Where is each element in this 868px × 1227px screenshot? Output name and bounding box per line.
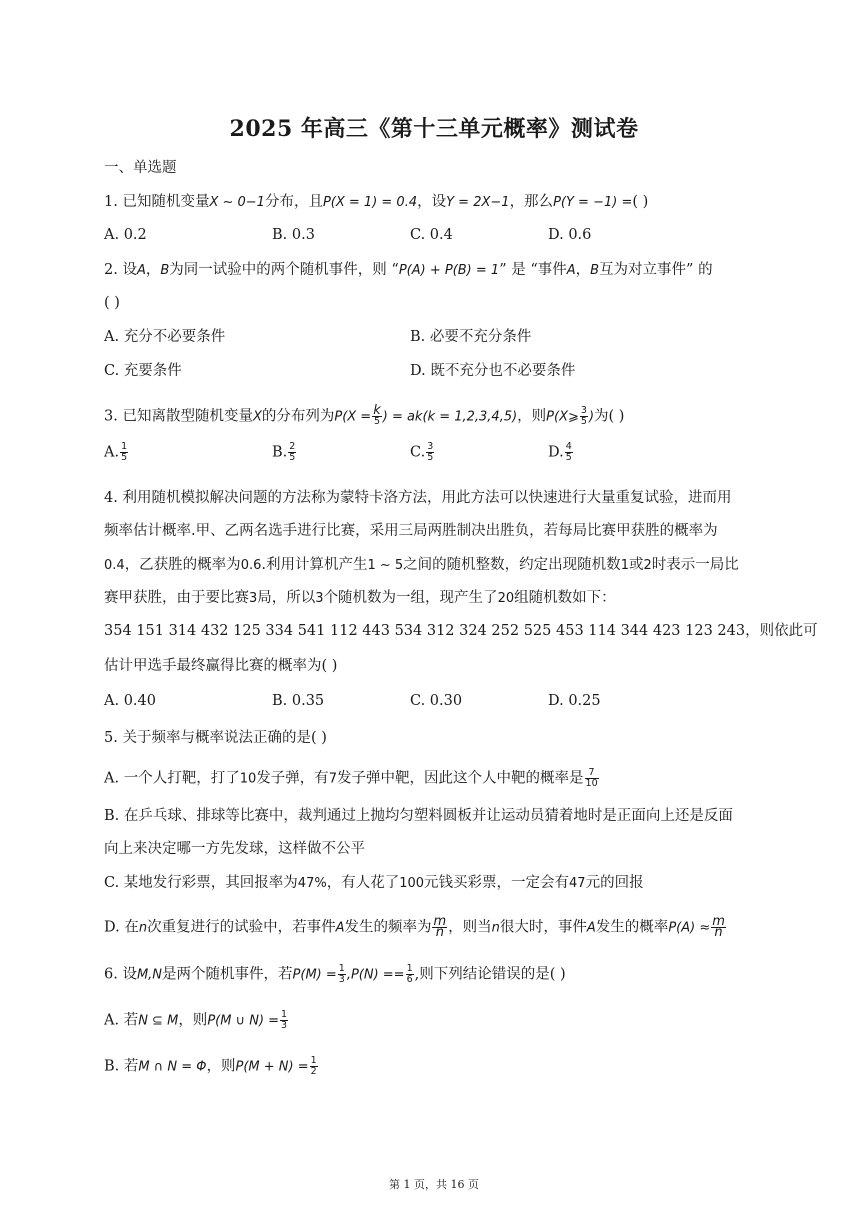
q2-option-d: D. 既不充分也不必要条件 — [410, 363, 576, 379]
q6-option-a: A. 若N ⊆ M，则P(M ∪ N) = $\frac{1}{3}$ — [104, 1009, 288, 1031]
question-3: 3. 已知离散型随机变量X的分布列为P(X = $\frac{k}{5}$ ) = ak(k = 1,2,3,4,5)，则P(X⩾ $\frac{3}{5}$ )为( ) — [104, 403, 625, 427]
q4-option-d: D. 0.25 — [548, 693, 601, 709]
q2-option-c: C. 充要条件 — [104, 363, 182, 379]
q5-option-b-line-2: 向上来决定哪一方先发球，这样做不公平 — [104, 841, 365, 857]
question-6: 6. 设M,N是两个随机事件，若P(M) = $\frac{1}{3}$ ,P(N) == $\frac{1}{6}$ ,则下列结论错误的是( ) — [104, 963, 566, 985]
question-4-line-6: 估计甲选手最终赢得比赛的概率为( ) — [104, 658, 338, 674]
q3-option-a: A. $\frac{1}{5}$ — [104, 441, 128, 463]
q1-option-a: A. 0.2 — [104, 227, 147, 243]
question-4-line-2: 频率估计概率.甲、乙两名选手进行比赛，采用三局两胜制决出胜负，若每局比赛甲获胜的概率为 — [104, 523, 718, 539]
q1-option-b: B. 0.3 — [272, 227, 315, 243]
question-5: 5. 关于频率与概率说法正确的是( ) — [104, 730, 327, 746]
question-4-line-3: 0.4，乙获胜的概率为0.6.利用计算机产生1 ~ 5之间的随机整数，约定出现随机数1或2时表示一局比 — [104, 557, 739, 573]
q3-option-c: C. $\frac{3}{5}$ — [410, 441, 434, 463]
page-title: 2025 年高三《第十三单元概率》测试卷 — [229, 116, 639, 142]
section-heading: 一、单选题 — [104, 160, 177, 176]
question-1: 1. 已知随机变量X ~ 0−1分布，且P(X = 1) = 0.4，设Y = 2X−1，那么P(Y = −1) =( ) — [104, 194, 649, 210]
question-4-line-4: 赛甲获胜，由于要比赛3局，所以3个随机数为一组，现产生了20组随机数如下： — [104, 590, 616, 606]
q2-option-a: A. 充分不必要条件 — [104, 329, 226, 345]
q3-option-b: B. $\frac{2}{5}$ — [272, 441, 296, 463]
q1-option-d: D. 0.6 — [548, 227, 592, 243]
q5-option-b: B. 在乒乓球、排球等比赛中，裁判通过上抛均匀塑料圆板并让运动员猜着地时是正面向上还是反面 — [104, 808, 733, 824]
q4-option-a: A. 0.40 — [104, 693, 156, 709]
q5-option-a: A. 一个人打靶，打了10发子弹，有7发子弹中靶，因此这个人中靶的概率是 $\frac{7}{10}$ — [104, 767, 598, 789]
question-4-line-1: 4. 利用随机模拟解决问题的方法称为蒙特卡洛方法，用此方法可以快速进行大量重复试验，进而用 — [104, 490, 732, 506]
q1-option-c: C. 0.4 — [410, 227, 453, 243]
q4-option-c: C. 0.30 — [410, 693, 463, 709]
question-2-line-2: ( ) — [104, 295, 120, 311]
question-2: 2. 设A，B为同一试验中的两个随机事件，则 “P(A) + P(B) = 1” 是 “事件A，B互为对立事件” 的 — [104, 262, 713, 278]
q3-option-d: D. $\frac{4}{5}$ — [548, 441, 572, 463]
q5-option-d: D. 在n次重复进行的试验中，若事件A发生的频率为 $\frac{m}{n}$ ，则当n很大时，事件A发生的概率P(A) ≈ $\frac{m}{n}$ — [104, 914, 725, 940]
q6-option-b: B. 若M ∩ N = Φ，则P(M + N) = $\frac{1}{2}$ — [104, 1055, 317, 1077]
page-footer: 第 1 页，共 16 页 — [389, 1178, 479, 1191]
question-4-line-5: 354 151 314 432 125 334 541 112 443 534 312 324 252 525 453 114 344 423 123 243，则依此可 — [104, 623, 818, 639]
q4-option-b: B. 0.35 — [272, 693, 325, 709]
q2-option-b: B. 必要不充分条件 — [410, 329, 532, 345]
q5-option-c: C. 某地发行彩票，其回报率为47%，有人花了100元钱买彩票，一定会有47元的回报 — [104, 875, 644, 891]
